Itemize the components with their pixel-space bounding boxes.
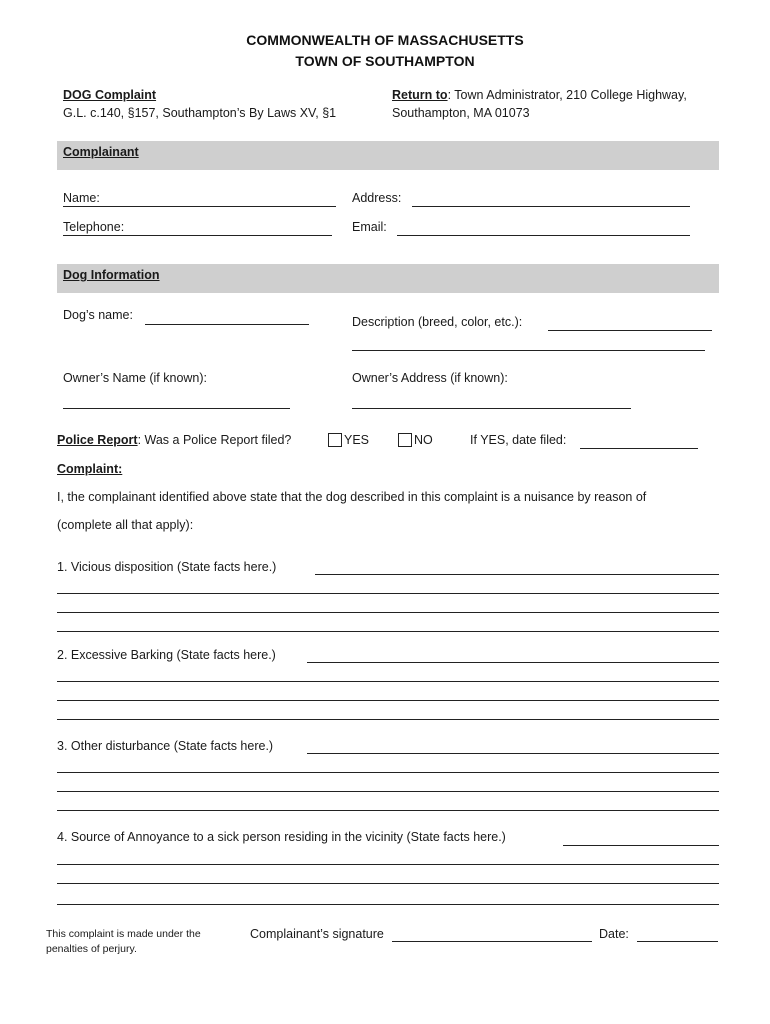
reason-vicious-line[interactable] [57, 593, 719, 594]
signature-field[interactable] [392, 941, 592, 942]
dog-info-section-header: Dog Information [57, 264, 719, 293]
telephone-field[interactable] [63, 235, 332, 236]
perjury-note: This complaint is made under the penalties of perjury. [46, 928, 201, 955]
reason-barking-label: 2. Excessive Barking (State facts here.) [57, 648, 276, 662]
reason-annoyance-label: 4. Source of Annoyance to a sick person residing in the vicinity (State facts here.) [57, 830, 506, 844]
address-label: Address: [352, 191, 402, 205]
dog-name-field[interactable] [145, 324, 309, 325]
form-subtitle: TOWN OF SOUTHAMPTON [295, 53, 475, 69]
owner-address-label: Owner’s Address (if known): [352, 371, 508, 385]
return-address-line1: : Town Administrator, 210 College Highway, [447, 88, 687, 102]
date-filed-field[interactable] [580, 448, 698, 449]
complaint-heading: Complaint: [57, 462, 123, 476]
reason-annoyance-line[interactable] [57, 864, 719, 865]
reason-disturbance-line[interactable] [57, 772, 719, 773]
description-field-line2[interactable] [352, 350, 705, 351]
return-address-line2: Southampton, MA 01073 [392, 106, 530, 120]
yes-checkbox[interactable] [328, 433, 342, 447]
form-name: DOG Complaint [63, 88, 157, 102]
complaint-instruction: (complete all that apply): [57, 518, 194, 532]
statute-reference: G.L. c.140, §157, Southampton’s By Laws XV, §1 [63, 106, 337, 120]
complainant-section-header: Complainant [57, 141, 719, 170]
no-checkbox[interactable] [398, 433, 412, 447]
police-no-option[interactable] [398, 433, 433, 447]
owner-name-field[interactable] [63, 408, 290, 409]
reason-vicious-label: 1. Vicious disposition (State facts here.) [57, 560, 277, 574]
reason-vicious-field[interactable] [315, 574, 719, 575]
reason-disturbance-line[interactable] [57, 810, 719, 811]
reason-disturbance-label: 3. Other disturbance (State facts here.) [57, 739, 274, 753]
reason-disturbance-line[interactable] [57, 791, 719, 792]
address-field[interactable] [412, 206, 690, 207]
reason-vicious-line[interactable] [57, 612, 719, 613]
form-title: COMMONWEALTH OF MASSACHUSETTS [246, 32, 524, 48]
police-yes-option[interactable] [328, 433, 369, 447]
description-label: Description (breed, color, etc.): [352, 315, 523, 329]
reason-barking-field[interactable] [307, 662, 719, 663]
email-field[interactable] [397, 235, 690, 236]
footer-date-label: Date: [599, 927, 629, 941]
reason-disturbance-field[interactable] [307, 753, 719, 754]
reason-barking-line[interactable] [57, 719, 719, 720]
reason-barking-line[interactable] [57, 700, 719, 701]
description-field[interactable] [548, 330, 712, 331]
dog-name-label: Dog’s name: [63, 308, 133, 322]
name-field[interactable] [63, 206, 336, 207]
reason-annoyance-field[interactable] [563, 845, 719, 846]
signature-label: Complainant’s signature [250, 927, 384, 941]
reason-barking-line[interactable] [57, 681, 719, 682]
no-label: NO [414, 433, 433, 447]
reason-annoyance-line[interactable] [57, 904, 719, 905]
police-report-question [57, 433, 291, 447]
telephone-label: Telephone: [63, 220, 125, 234]
police-report-label: Police Report [57, 433, 138, 447]
footer-date-field[interactable] [637, 941, 718, 942]
date-filed-label: If YES, date filed: [470, 433, 567, 447]
reason-annoyance-line[interactable] [57, 883, 719, 884]
return-to-label: Return to [392, 88, 448, 102]
owner-address-field[interactable] [352, 408, 631, 409]
reason-vicious-line[interactable] [57, 631, 719, 632]
owner-name-label: Owner’s Name (if known): [63, 371, 208, 385]
complaint-statement: I, the complainant identified above state that the dog described in this complaint is a nuisance by reason of [57, 490, 647, 504]
email-label: Email: [352, 220, 387, 234]
return-to-line [392, 88, 687, 102]
name-label: Name: [63, 191, 100, 205]
police-report-text: : Was a Police Report filed? [137, 433, 292, 447]
yes-label: YES [344, 433, 370, 447]
